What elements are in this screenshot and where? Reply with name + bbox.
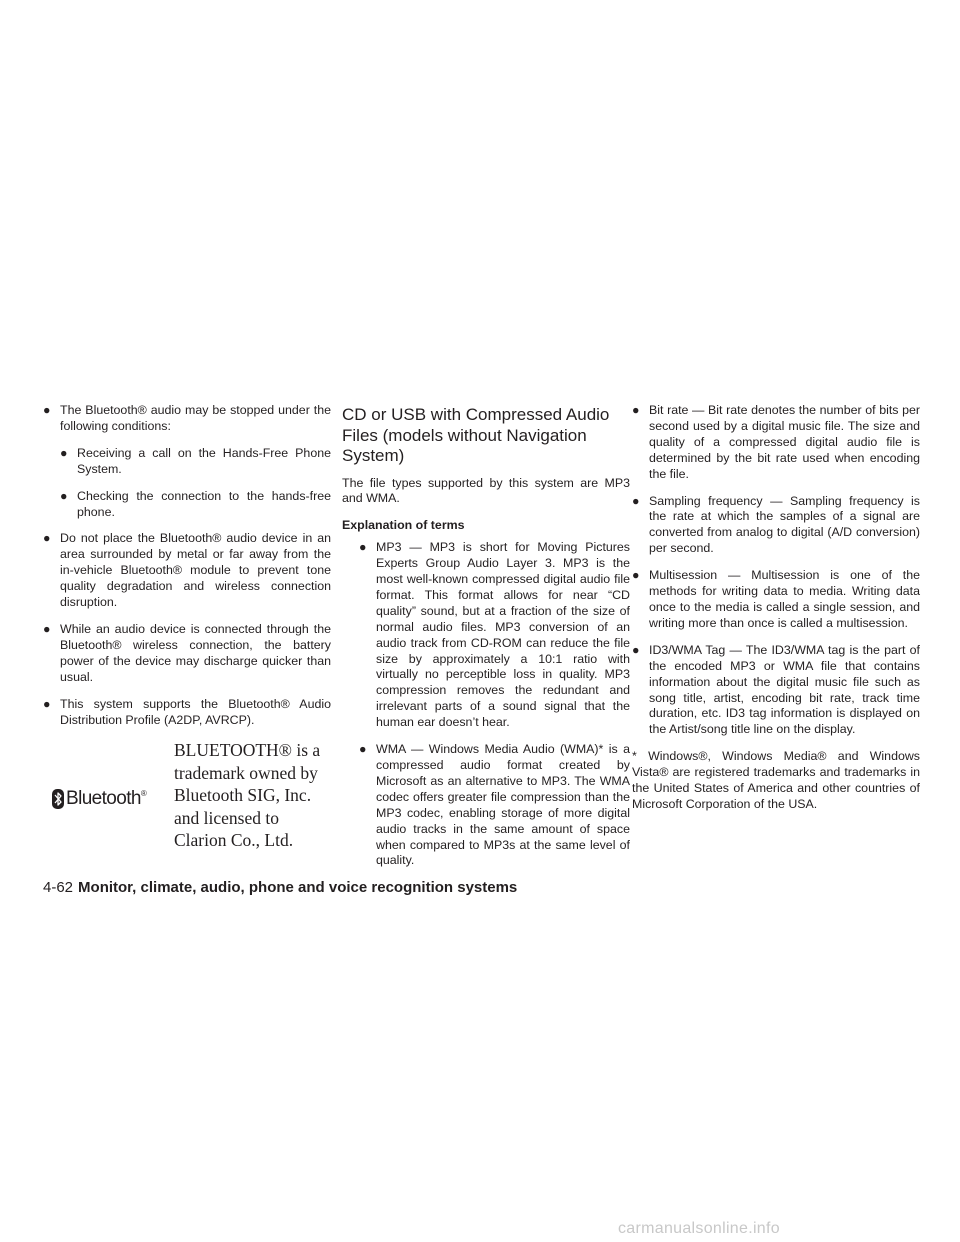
bullet-mp3 (359, 540, 630, 731)
wma-text: WMA — Windows Media Audio (WMA)* is a compressed audio format created by Microsoft as an alternative to MP3. The WMA codec offers greater file compression than the MP3 codec, enabling storage of more digital audio tracks in the same amount of space when compared to MP3s at the same level of quality. (376, 742, 630, 868)
section-title: CD or USB with Compressed Audio Files (models without Navigation System) (342, 405, 610, 465)
bit-rate-text: Bit rate — Bit rate denotes the number of bits per second used by a digital music file. The size and quality of a compressed digital audio file is determined by the bit rate used when encoding the file. (649, 403, 920, 481)
bluetooth-logo (52, 789, 147, 809)
checking-connection-text: Checking the connection to the hands-free phone. (77, 488, 331, 519)
a2dp-text: This system supports the Bluetooth® Audio Distribution Profile (A2DP, AVRCP). (60, 696, 331, 727)
bluetooth-rune-icon (52, 789, 64, 809)
bullet-battery (43, 622, 331, 686)
chapter-title: Monitor, climate, audio, phone and voice recognition systems (78, 879, 518, 896)
trademark-line-4: and licensed to (174, 807, 279, 828)
bullet-icon: ● (359, 540, 367, 555)
bt-stop-text: The Bluetooth® audio may be stopped under the following conditions: (60, 403, 331, 433)
bullet-icon: ● (632, 403, 640, 417)
battery-text: While an audio device is connected through the Bluetooth® wireless connection, the battery power of the device may discharge quicker than usual. (60, 621, 331, 684)
column-middle (342, 403, 630, 880)
trademark-line-5: Clarion Co., Ltd. (174, 830, 294, 851)
trademark-line-1: BLUETOOTH® is a (174, 740, 321, 761)
page-footer (43, 879, 517, 896)
bullet-icon: ● (60, 445, 68, 460)
multisession-text: Multisession — Multisession is one of the methods for writing data to media. Writing data once to the media is called a single session, and writing more than once is called a multisession. (649, 568, 920, 630)
bullet-multisession (632, 568, 920, 632)
column-left (43, 403, 331, 869)
bullet-bit-rate (632, 403, 920, 483)
bullet-icon: ● (632, 642, 640, 657)
bluetooth-logo-wordmark: Bluetooth (66, 788, 141, 810)
bullet-icon: ● (632, 568, 640, 583)
bullet-icon: ● (632, 493, 640, 508)
bullet-icon: ● (43, 531, 51, 546)
bullet-a2dp (43, 697, 331, 729)
explanation-subheading: Explanation of terms (342, 518, 465, 533)
sampling-frequency-text: Sampling frequency — Sampling frequency is the rate at which the samples of a signal are converted from analog to digital (A/D conversion) per second. (649, 493, 920, 556)
bluetooth-trademark-block (43, 739, 331, 869)
watermark: carmanualsonline.info (618, 1220, 780, 1237)
device-placement-text: Do not place the Bluetooth® audio device in an area surrounded by metal or far away from the in-vehicle Bluetooth® module to prevent tone quality degradation and wireless connection disruption. (60, 531, 331, 610)
bullet-device-placement (43, 531, 331, 611)
trademark-line-3: Bluetooth SIG, Inc. (174, 785, 312, 806)
bullet-icon: ● (43, 621, 51, 636)
bullet-bt-stop (43, 403, 331, 435)
registered-mark: ® (140, 789, 147, 799)
trademark-notice (174, 739, 334, 852)
page-number: 4-62 (43, 879, 74, 896)
bullet-wma (359, 742, 630, 869)
bullet-icon: ● (43, 696, 51, 711)
bullet-checking-connection (60, 489, 331, 521)
intro-paragraph: The file types supported by this system are MP3 and WMA. (342, 475, 630, 506)
bullet-icon: ● (60, 488, 68, 503)
column-right (632, 403, 920, 824)
bullet-icon: ● (43, 403, 51, 417)
bullet-receiving-call (60, 446, 331, 478)
trademark-line-2: trademark owned by (174, 762, 318, 783)
receiving-call-text: Receiving a call on the Hands-Free Phone System. (77, 445, 331, 476)
id3-tag-text: ID3/WMA Tag — The ID3/WMA tag is the part of the encoded MP3 or WMA file that contains information about the digital music file such as song title, artist, encoding bit rate, track time duration, etc. ID3 tag information is displayed on the Artist/song title line on the display. (649, 642, 920, 737)
bullet-id3-tag (632, 643, 920, 738)
mp3-text: MP3 — MP3 is short for Moving Pictures Experts Group Audio Layer 3. MP3 is the most well-known compressed digital audio file format. This format allows for near “CD quality” sound, but at a fraction of the size of normal audio files. MP3 conversion of an audio track from CD-ROM can reduce the file size by approximately a 10:1 ratio with virtually no perceptible loss in quality. MP3 compression removes the redundant and irrelevant parts of a sound signal that the human ear doesn’t hear. (376, 540, 630, 730)
windows-trademark-footnote: * Windows®, Windows Media® and Windows Vista® are registered trademarks and trademarks in the United States of America and other countries of Microsoft Corporation of the USA. (632, 749, 920, 811)
bullet-sampling-frequency (632, 494, 920, 558)
bullet-icon: ● (359, 742, 367, 757)
